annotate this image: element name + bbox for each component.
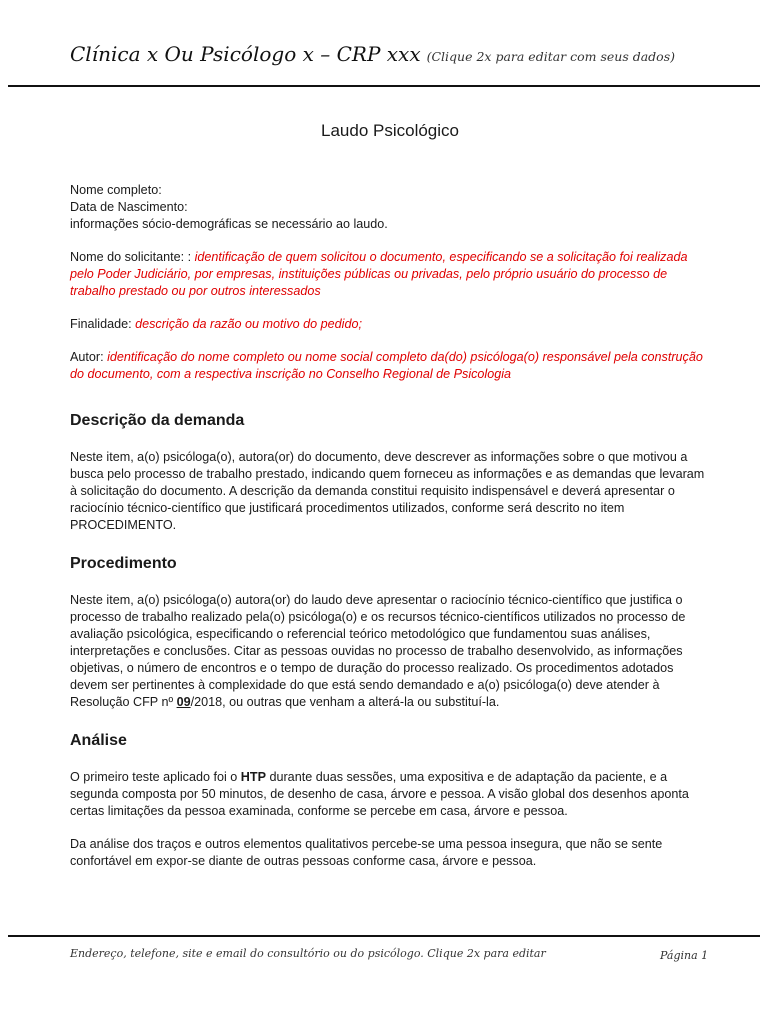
procedure-heading[interactable]: Procedimento [70, 555, 177, 572]
demand-heading[interactable]: Descrição da demanda [70, 412, 245, 429]
purpose-label: Finalidade: [70, 317, 132, 331]
procedure-text: Neste item, a(o) psicóloga(o) autora(or) do laudo deve apresentar o raciocínio técnico-científico que justifica o processo de trabalho realizado pela(o) psicóloga(o) e os recursos técnico-científicos utilizados no processo de avaliação psicológica, especificando o referencial teórico metodológico que fundamentou suas análises, interpretações e conclusões. Citar as pessoas ouvidas no processo de trabalho desenvolvido, as informações objetivas, o número de encontros e o tempo de duração do processo realizado. Os procedimentos adotados devem ser pertinentes à complexidade do que está sendo demandado e a(o) psicóloga(o) deve atender à Resolução CFP nº [70, 593, 686, 709]
analysis-text-rest: durante duas sessões, uma expositiva e de adaptação da paciente, e a segunda composta por 50 minutos, de desenho de casa, árvore e pessoa. A visão global dos desenhos aponta certas limitações da pessoa examinada, conforme se percebe em casa, árvore e pessoa. [70, 770, 689, 818]
requester-field[interactable] [70, 249, 710, 300]
purpose-field[interactable] [70, 316, 710, 333]
analysis-paragraph-1[interactable] [70, 769, 710, 820]
page-number: Página 1 [660, 949, 709, 962]
author-label: Autor: [70, 350, 104, 364]
analysis-paragraph-2[interactable]: Da análise dos traços e outros elementos qualitativos percebe-se uma pessoa insegura, que não se sente confortável em expor-se diante de outras pessoas conforme casa, árvore e pessoa. [70, 837, 663, 868]
test-name: HTP [240, 770, 266, 784]
socio-demographic-info[interactable]: informações sócio-demográficas se necessário ao laudo. [70, 217, 388, 231]
purpose-placeholder[interactable]: descrição da razão ou motivo do pedido; [135, 317, 362, 331]
footer-divider [8, 935, 760, 937]
header-divider [8, 85, 760, 87]
identification-block[interactable] [70, 182, 710, 233]
procedure-text-end: /2018, ou outras que venham a alterá-la ou substituí-la. [190, 695, 500, 709]
header-edit-note: (Clique 2x para editar com seus dados) [426, 49, 675, 64]
author-field[interactable] [70, 349, 710, 383]
analysis-text: O primeiro teste aplicado foi o [70, 770, 241, 784]
resolution-number: 09 [176, 695, 191, 709]
requester-placeholder[interactable]: identificação de quem solicitou o documento, especificando se a solicitação foi realizada pelo Poder Judiciário, por empresas, instituições públicas ou privadas, pelo próprio usuário do processo de trabalho prestado ou por outros interessados [70, 250, 688, 298]
page-header[interactable] [70, 42, 675, 66]
analysis-heading[interactable]: Análise [70, 732, 127, 749]
author-placeholder[interactable]: identificação do nome completo ou nome social completo da(do) psicóloga(o) responsável pela construção do documento, com a respectiva inscrição no Conselho Regional de Psicologia [70, 350, 703, 381]
full-name-label[interactable]: Nome completo: [70, 183, 162, 197]
document-body[interactable] [70, 120, 710, 886]
document-title[interactable]: Laudo Psicológico [321, 121, 459, 140]
demand-paragraph[interactable]: Neste item, a(o) psicóloga(o), autora(or) do documento, deve descrever as informações sobre o que motivou a busca pelo processo de trabalho prestado, indicando quem forneceu as informações e as demandas que levaram à solicitação do documento. A descrição da demanda constitui requisito indispensável e deverá apresentar o raciocínio técnico-científico que justificará procedimentos utilizados, conforme será descrito no item PROCEDIMENTO. [70, 450, 705, 532]
header-title[interactable]: Clínica x Ou Psicólogo x – CRP xxx [70, 42, 421, 66]
footer-contact[interactable]: Endereço, telefone, site e email do consultório ou do psicólogo. Clique 2x para editar [70, 947, 546, 960]
procedure-paragraph[interactable] [70, 592, 710, 711]
requester-label: Nome do solicitante: : [70, 250, 192, 264]
birth-date-label[interactable]: Data de Nascimento: [70, 200, 188, 214]
